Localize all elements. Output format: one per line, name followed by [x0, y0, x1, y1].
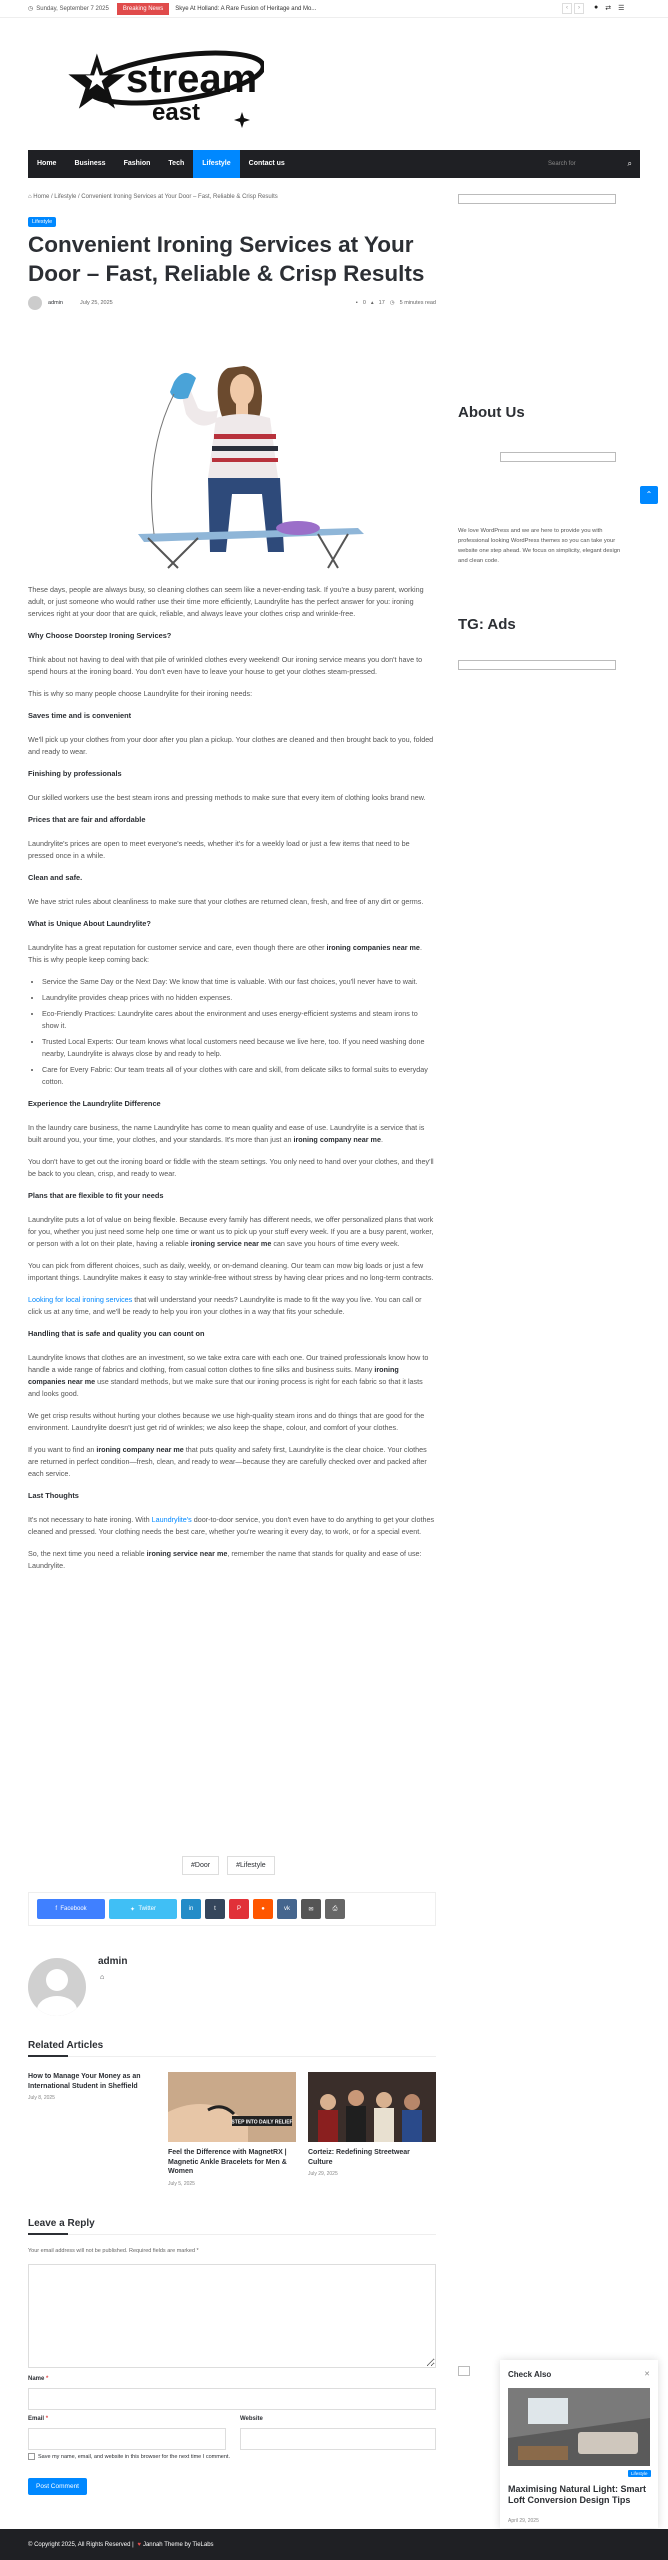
email-icon: ✉	[308, 1906, 314, 1913]
paragraph: Laundrylite puts a lot of value on being flexible. Because every family has different needs, we offer personalized plans that work for you, whether you just need some help one time or want us to pick up your stuff every week. If you are a busy parent, worker, or person with a lot on their plate, having a reliable ironing service near me can save you hours of time every week.	[28, 1215, 434, 1248]
section-heading: Finishing by professionals	[28, 769, 122, 778]
share-reddit-button[interactable]	[253, 1899, 273, 1919]
user-icon[interactable]: ●	[594, 4, 599, 11]
share-pinterest-button[interactable]	[229, 1899, 249, 1919]
paragraph: In the laundry care business, the name Laundrylite has come to mean quality and ease of use. Laundrylite is a service that is built around you, your time, your clothes, and your standards. It's more than just an ironing company near me.	[28, 1123, 425, 1144]
ticker-prev-button[interactable]: ‹	[562, 3, 572, 14]
paragraph: You can pick from different choices, such as daily, weekly, or on-demand cleaning. Our team can mow big loads or just a few important things. Laundrylite makes it easy to stay wrinkle-free without stress by having clear prices and no long-term contracts.	[28, 1261, 434, 1282]
meta-stats	[356, 300, 436, 306]
section-heading: Last Thoughts	[28, 1491, 79, 1500]
paragraph: Think about not having to deal with that pile of wrinkled clothes every weekend! Our ironing service means you don't have to spend hours at the ironing board. You don't even have to leave your house to get your clothes steam-pressed.	[28, 655, 423, 676]
comment-divider	[28, 2234, 436, 2235]
name-label: Name *	[28, 2376, 49, 2382]
vk-icon: vk	[284, 1906, 290, 1912]
share-vk-button[interactable]	[277, 1899, 297, 1919]
meta-views: 17	[378, 300, 385, 306]
sparkle-icon	[234, 112, 250, 128]
check-also-badge[interactable]: Lifestyle	[628, 2470, 651, 2477]
related-item-title[interactable]: Corteiz: Redefining Streetwear Culture	[308, 2149, 410, 2166]
facebook-icon: f	[55, 1906, 61, 1912]
check-also-title: Check Also	[508, 2370, 552, 2379]
site-logo[interactable]	[64, 40, 264, 130]
nav-fashion[interactable]: Fashion	[123, 160, 151, 167]
related-image-magnetrx[interactable]	[168, 2072, 296, 2142]
linkedin-icon: in	[188, 1906, 194, 1912]
share-tumblr-button[interactable]	[205, 1899, 225, 1919]
nav-home[interactable]: Home	[37, 160, 57, 167]
tag-lifestyle[interactable]: #Lifestyle	[227, 1856, 275, 1875]
website-field[interactable]	[240, 2428, 436, 2450]
paragraph: We get crisp results without hurting your clothes because we use high-quality steam irons and do things that are good for the environment. Laundrylite doesn't just get rid of wrinkles; we also keep the shape, colour, and comfort of your clothes.	[28, 1411, 425, 1432]
share-facebook-button[interactable]: f Facebook	[37, 1899, 105, 1919]
paragraph: If you want to find an ironing company near me that puts quality and safety first, Laundrylite is the clear choice. Your clothes are returned in perfect condition—fresh, clean, and ready to wear—because they are carefully checked over and packed after each service.	[28, 1445, 427, 1478]
feature-list	[42, 976, 436, 1088]
chevron-up-icon: ⌃	[645, 490, 653, 499]
logo-text-east: east	[152, 99, 201, 126]
search-icon[interactable]: ⌕	[627, 159, 632, 168]
paragraph: Laundrylite has a great reputation for customer service and care, even though there are other ironing companies near me. This is why people keep coming back:	[28, 943, 422, 964]
top-bar	[0, 0, 668, 18]
share-linkedin-button[interactable]	[181, 1899, 201, 1919]
laundrylite-link[interactable]: Laundrylite's	[151, 1515, 192, 1524]
save-info-checkbox-row[interactable]: Save my name, email, and website in this browser for the next time I comment.	[28, 2453, 230, 2460]
nav-business[interactable]: Business	[74, 160, 106, 167]
nav-tech[interactable]: Tech	[168, 160, 185, 167]
tag-door[interactable]: #Door	[182, 1856, 219, 1875]
related-image-corteiz[interactable]	[308, 2072, 436, 2142]
share-bar	[28, 1892, 436, 1926]
check-also-popup	[500, 2360, 658, 2528]
related-title: Related Articles	[28, 2040, 104, 2051]
website-label: Website	[240, 2416, 263, 2422]
author-avatar[interactable]	[28, 1958, 86, 2016]
paragraph: This is why so many people choose Laundrylite for their ironing needs:	[28, 689, 253, 698]
sidebar-broken-image	[458, 2366, 470, 2376]
author-box	[28, 1948, 436, 2018]
section-heading: Experience the Laundrylite Difference	[28, 1099, 161, 1108]
comment-textarea[interactable]	[28, 2264, 436, 2368]
nav-lifestyle[interactable]: Lifestyle	[193, 150, 239, 178]
paragraph: So, the next time you need a reliable ironing service near me, remember the name that stands for quality and ease of use: Laundrylite.	[28, 1549, 422, 1570]
check-also-article-title[interactable]: Maximising Natural Light: Smart Loft Conversion Design Tips	[508, 2484, 647, 2505]
menu-icon[interactable]: ☰	[618, 5, 625, 12]
paragraph: We have strict rules about cleanliness to make sure that your clothes are returned clean, fresh, and free of any dirt or germs.	[28, 897, 424, 906]
fire-icon: ▴	[370, 300, 374, 306]
close-icon[interactable]: ✕	[644, 2371, 650, 2378]
twitter-icon: ✦	[129, 1906, 139, 1913]
related-item[interactable]	[28, 2072, 156, 2104]
ticker-arrows	[562, 3, 584, 14]
section-heading: Prices that are fair and affordable	[28, 815, 146, 824]
home-icon[interactable]: ⌂	[100, 1974, 105, 1981]
pinterest-icon: P	[236, 1906, 241, 1912]
check-also-image[interactable]	[508, 2388, 650, 2466]
print-icon: ⎙	[332, 1905, 338, 1912]
name-field[interactable]	[28, 2388, 436, 2410]
clock-icon: ◷	[28, 6, 34, 12]
email-field[interactable]	[28, 2428, 226, 2450]
footer-theme-link[interactable]: Jannah Theme by TieLabs	[142, 2541, 214, 2548]
paragraph: We'll pick up your clothes from your door after you plan a pickup. Your clothes are cleaned and then brought back to you, folded and ready to wear.	[28, 735, 434, 756]
share-email-button[interactable]	[301, 1899, 321, 1919]
section-heading: Plans that are flexible to fit your needs	[28, 1191, 164, 1200]
paragraph: Laundrylite's prices are open to meet everyone's needs, whether it's for a weekly load or just a few items that need to be pressed once in a while.	[28, 839, 410, 860]
related-item-date: July 5, 2025	[168, 2180, 195, 2187]
heart-icon: ♥	[137, 2541, 141, 2548]
nav-contact[interactable]: Contact us	[248, 160, 285, 167]
author-name[interactable]: admin	[98, 1956, 128, 1967]
section-heading: Saves time and is convenient	[28, 711, 132, 720]
share-print-button[interactable]	[325, 1899, 345, 1919]
related-item-title[interactable]: Feel the Difference with MagnetRX | Magnetic Ankle Bracelets for Men & Women	[168, 2149, 287, 2175]
site-footer	[0, 2529, 668, 2560]
nav-search[interactable]	[540, 150, 640, 178]
list-item: • Service the Same Day or the Next Day: We know that time is valuable. With our fast choices, you'll never have to wait.	[42, 976, 436, 988]
section-heading: Handling that is safe and quality you can count on	[28, 1329, 205, 1338]
email-label: Email *	[28, 2416, 49, 2422]
check-also-date: April 29, 2025	[508, 2518, 539, 2524]
post-comment-button[interactable]: Post Comment	[28, 2478, 87, 2495]
reddit-icon: ●	[261, 1906, 265, 1912]
related-item-title[interactable]: How to Manage Your Money as an International Student in Sheffield	[28, 2073, 141, 2090]
breadcrumb[interactable]: ⌂ Home / Lifestyle / Convenient Ironing Services at Your Door – Fast, Reliable & Crisp Results	[28, 194, 278, 200]
post-meta	[28, 296, 436, 310]
category-badge[interactable]: Lifestyle	[28, 217, 56, 227]
ads-title: TG: Ads	[458, 616, 516, 633]
related-item[interactable]	[308, 2148, 436, 2180]
paragraph: Our skilled workers use the best steam irons and pressing methods to make sure that every item of clothing looks brand new.	[28, 793, 426, 802]
post-tags	[182, 1856, 275, 1875]
breaking-news-ticker[interactable]: Skye At Holland: A Rare Fusion of Heritage and Mo...	[175, 5, 317, 12]
avatar-placeholder-icon	[28, 1958, 86, 2016]
related-divider	[28, 2056, 436, 2057]
footer-divider: |	[132, 2541, 134, 2548]
about-logo-image	[500, 452, 616, 462]
about-text: We love WordPress and we are here to provide you with professional looking WordPress themes so you can take your website one step ahead. We focus on simplicity, elegant design and clean code.	[458, 528, 621, 564]
scroll-to-top-button[interactable]	[640, 486, 658, 504]
related-item-date: July 29, 2025	[308, 2171, 338, 2177]
logo-text-stream: stream	[126, 57, 258, 101]
related-item[interactable]	[168, 2148, 296, 2189]
list-item: • Laundrylite provides cheap prices with no hidden expenses.	[42, 992, 436, 1004]
share-twitter-button[interactable]: ✦ Twitter	[109, 1899, 177, 1919]
avatar[interactable]	[28, 296, 42, 310]
paragraph: It's not necessary to hate ironing. With Laundrylite's door-to-door service, you don't even have to do anything to get your clothes cleaned and pressed. Your clothing needs the best care, whether you're wearing it every day, to work, or for a special event.	[28, 1515, 435, 1536]
breaking-news-label: Breaking News	[117, 3, 169, 15]
list-item: • Trusted Local Experts: Our team knows what local customers need because we live here, too. If you need washing done nearby, Laundrylite is always close by and ready to help.	[42, 1036, 436, 1060]
search-input[interactable]: Search for	[548, 161, 576, 167]
section-heading: Why Choose Doorstep Ironing Services?	[28, 631, 172, 640]
save-info-checkbox[interactable]	[28, 2453, 35, 2460]
list-item: • Care for Every Fabric: Our team treats all of your clothes with care and skill, from delicate silks to formal suits to everyday cotton.	[42, 1064, 436, 1088]
comment-note: Your email address will not be published. Required fields are marked *	[28, 2248, 199, 2254]
footer-copyright: © Copyright 2025, All Rights Reserved	[28, 2541, 131, 2548]
page-title: Convenient Ironing Services at Your Door – Fast, Reliable & Crisp Results	[28, 232, 425, 286]
list-item: • Eco-Friendly Practices: Laundrylite cares about the environment and uses energy-efficient systems and steam irons to show it.	[42, 1008, 436, 1032]
about-title: About Us	[458, 404, 525, 421]
meta-date: July 25, 2025	[80, 300, 113, 306]
ads-image[interactable]	[458, 660, 616, 670]
section-heading: What is Unique About Laundrylite?	[28, 919, 151, 928]
clock-icon: ◷	[389, 300, 395, 306]
article-body	[28, 584, 436, 1582]
sidebar-banner-image[interactable]	[458, 194, 616, 204]
comment-form-title: Leave a Reply	[28, 2218, 95, 2229]
paragraph: Looking for local ironing services that will understand your needs? Laundrylite is made to fit the way you live. You can call or click us at any time, and we'll be ready to help you iron your clothes in a way that fits your schedule.	[28, 1295, 422, 1316]
shuffle-icon[interactable]: ⇄	[605, 5, 612, 12]
local-ironing-link[interactable]: Looking for local ironing services	[28, 1295, 133, 1304]
ticker-next-button[interactable]: ›	[574, 3, 584, 14]
meta-author[interactable]: admin	[48, 300, 63, 306]
related-image-caption: STEP INTO DAILY RELIEF	[231, 2119, 293, 2126]
meta-read-time: 5 minutes read	[399, 300, 436, 306]
paragraph: These days, people are always busy, so cleaning clothes can seem like a never-ending task. If you're a busy parent, working adult, or just someone who would rather use their time more efficiently, Laundrylite has the perfect answer for you: ironing services right at your door that are quick, reliable, and always leave your clothes crisp and wrinkle-free.	[28, 585, 424, 618]
meta-comments[interactable]: 0	[362, 300, 366, 306]
section-heading: Clean and safe.	[28, 873, 83, 882]
top-date: ◷ Sunday, September 7 2025	[28, 5, 109, 12]
tumblr-icon: t	[214, 1906, 216, 1912]
top-icons	[594, 4, 624, 12]
paragraph: You don't have to get out the ironing board or fiddle with the steam settings. You only need to hand over your clothes, and they'll be back to you clean, crisp, and ready to wear.	[28, 1157, 434, 1178]
comment-icon: ▪	[355, 300, 358, 306]
hero-image	[108, 338, 394, 570]
paragraph: Laundrylite knows that clothes are an investment, so we take extra care with each one. Our trained professionals know how to handle a wide range of fabrics and clothing, from casual cotton clothes to fine silks and business suits. Many ironing companies near me use standard methods, but we make sure that our ironing process is right for each fabric so that it lasts and looks good.	[28, 1353, 429, 1398]
main-nav	[28, 150, 640, 178]
related-item-date: July 8, 2025	[28, 2095, 55, 2101]
